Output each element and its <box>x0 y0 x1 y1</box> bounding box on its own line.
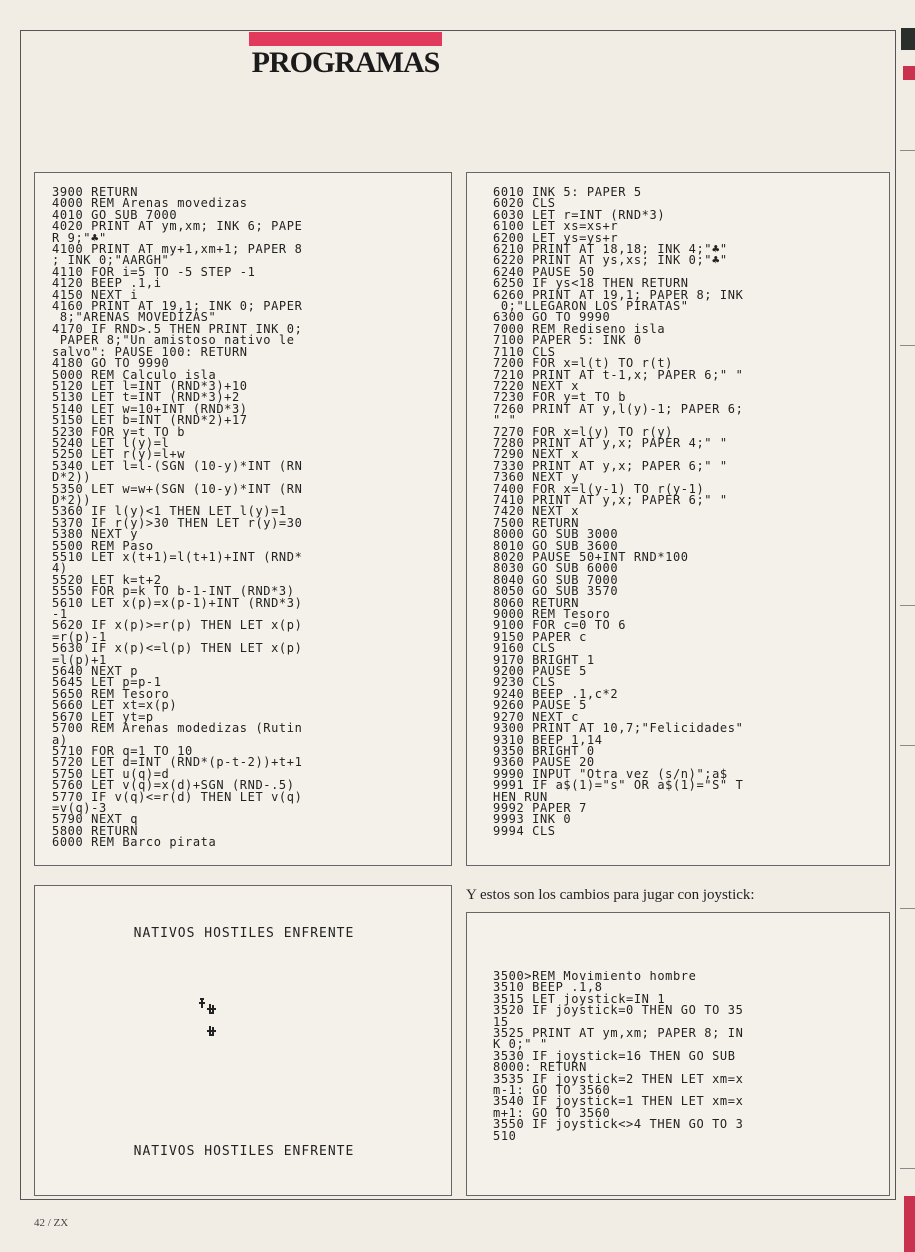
edge-tick <box>900 908 915 909</box>
section-title: PROGRAMAS <box>251 46 440 79</box>
edge-tick <box>900 150 915 151</box>
listing-panel-joystick <box>466 912 890 1196</box>
pirate-sprite-1 <box>207 1004 216 1014</box>
edge-tick <box>900 1168 915 1169</box>
facing-page-edge <box>898 28 915 1252</box>
listing-panel-left <box>34 172 452 866</box>
screen-message-bottom: NATIVOS HOSTILES ENFRENTE <box>133 1144 355 1159</box>
page-folio: 42 / ZX <box>34 1217 69 1229</box>
basic-listing-left: 3900 RETURN 4000 REM Arenas movedizas 4010 GO SUB 7000 4020 PRINT AT ym,xm; INK 6; PAPE R 9;"♣" 4100 PRINT AT my+1,xm+1; PAPER 8 ; INK 0;"AARGH" 4110 FOR i=5 TO -5 STEP -1 4120 BEEP .1,i 4150 NEXT i 4160 PRINT AT 19,1; INK 0; PAPER 8;"ARENAS MOVEDIZAS" 4170 IF RND>.5 THEN PRINT INK 0; PAPER 8;"Un amistoso nativo le salvo": PAUSE 100: RETURN 4180 GO TO 9990 5000 REM Calculo isla 5120 LET l=INT (RND*3)+10 5130 LET t=INT (RND*3)+2 5140 LET w=10+INT (RND*3) 5150 LET b=INT (RND*2)+17 5230 FOR y=t TO b 5240 LET l(y)=l 5250 LET r(y)=l+w 5340 LET l=l-(SGN (10-y)*INT (RN D*2)) 5350 LET w=w+(SGN (10-y)*INT (RN D*2)) 5360 IF l(y)<1 THEN LET l(y)=1 5370 IF r(y)>30 THEN LET r(y)=30 5380 NEXT y 5500 REM Paso 5510 LET x(t+1)=l(t+1)+INT (RND* 4) 5520 LET k=t+2 5550 FOR p=k TO b-1-INT (RND*3) 5610 LET x(p)=x(p-1)+INT (RND*3) -1 5620 IF x(p)>=r(p) THEN LET x(p) =r(p)-1 5630 IF x(p)<=l(p) THEN LET x(p) =l(p)+1 5640 NEXT p 5645 LET p=p-1 5650 REM Tesoro 5660 LET xt=x(p) 5670 LET yt=p 5700 REM Arenas modedizas (Rutin a) 5710 FOR q=1 TO 10 5720 LET d=INT (RND*(p-t-2))+t+1 5750 LET u(q)=d 5760 LET v(q)=x(d)+SGN (RND-.5) 5770 IF v(q)<=r(d) THEN LET v(q) =v(q)-3 5790 NEXT q 5800 RETURN 6000 REM Barco pirata <box>52 187 303 849</box>
screen-capture-panel <box>34 885 452 1196</box>
edge-tick <box>900 345 915 346</box>
listing-panel-right <box>466 172 890 866</box>
screen-message-top: NATIVOS HOSTILES ENFRENTE <box>133 926 355 941</box>
pirate-sprite-2 <box>207 1026 216 1036</box>
edge-mark-dark <box>901 28 915 50</box>
edge-mark-red-top <box>903 66 915 80</box>
edge-mark-red-bottom <box>904 1196 915 1252</box>
section-header-bar <box>249 32 442 46</box>
joystick-caption: Y estos son los cambios para jugar con joystick: <box>466 887 755 903</box>
player-sprite <box>199 998 205 1008</box>
game-sprites <box>199 996 239 1046</box>
edge-tick <box>900 745 915 746</box>
edge-tick <box>900 605 915 606</box>
basic-listing-right: 6010 INK 5: PAPER 5 6020 CLS 6030 LET r=INT (RND*3) 6100 LET xs=xs+r 6200 LET ys=ys+r 6210 PRINT AT 18,18; INK 4;"♣" 6220 PRINT AT ys,xs; INK 0;"♣" 6240 PAUSE 50 6250 IF ys<18 THEN RETURN 6260 PRINT AT 19,1; PAPER 8; INK 0;"LLEGARON LOS PIRATAS" 6300 GO TO 9990 7000 REM Rediseno isla 7100 PAPER 5: INK 0 7110 CLS 7200 FOR x=l(t) TO r(t) 7210 PRINT AT t-1,x; PAPER 6;" " 7220 NEXT x 7230 FOR y=t TO b 7260 PRINT AT y,l(y)-1; PAPER 6; " " 7270 FOR x=l(y) TO r(y) 7280 PRINT AT y,x; PAPER 4;" " 7290 NEXT x 7330 PRINT AT y,x; PAPER 6;" " 7360 NEXT y 7400 FOR x=l(y-1) TO r(y-1) 7410 PRINT AT y,x; PAPER 6;" " 7420 NEXT x 7500 RETURN 8000 GO SUB 3000 8010 GO SUB 3600 8020 PAUSE 50+INT RND*100 8030 GO SUB 6000 8040 GO SUB 7000 8050 GO SUB 3570 8060 RETURN 9000 REM Tesoro 9100 FOR c=0 TO 6 9150 PAPER c 9160 CLS 9170 BRIGHT 1 9200 PAUSE 5 9230 CLS 9240 BEEP .1,c*2 9260 PAUSE 5 9270 NEXT c 9300 PRINT AT 10,7;"Felicidades" 9310 BEEP 1,14 9350 BRIGHT 0 9360 PAUSE 20 9990 INPUT "Otra vez (s/n)";a$ 9991 IF a$(1)="s" OR a$(1)="S" T HEN RUN 9992 PAPER 7 9993 INK 0 9994 CLS <box>493 187 744 838</box>
basic-listing-joystick: 3500>REM Movimiento hombre 3510 BEEP .1,8 3515 LET joystick=IN 1 3520 IF joystick=0 THEN GO TO 35 15 3525 PRINT AT ym,xm; PAPER 8; IN K 0;" " 3530 IF joystick=16 THEN GO SUB 8000: RETURN 3535 IF joystick=2 THEN LET xm=x m-1: GO TO 3560 3540 IF joystick=1 THEN LET xm=x m+1: GO TO 3560 3550 IF joystick<>4 THEN GO TO 3 510 <box>493 971 744 1143</box>
